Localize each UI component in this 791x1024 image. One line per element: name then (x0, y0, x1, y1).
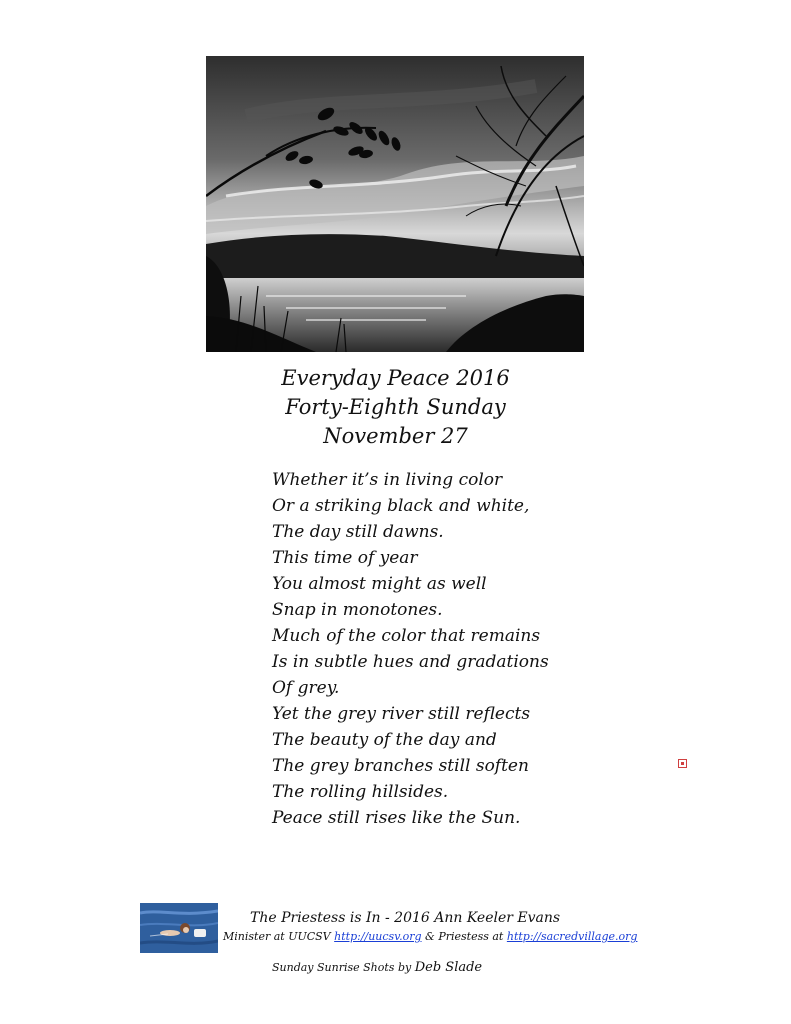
annotation-marker-icon[interactable] (678, 759, 687, 768)
poem-line: You almost might as well (272, 574, 487, 594)
footer-affiliations (223, 930, 637, 943)
footer-title: The Priestess is In - 2016 Ann Keeler Evans (250, 910, 561, 926)
title-block (0, 364, 791, 451)
credit-name: Deb Slade (414, 960, 483, 975)
uucsv-link[interactable]: http://uucsv.org (334, 930, 422, 943)
poem-line: Much of the color that remains (272, 626, 541, 646)
poem-line: Whether it’s in living color (272, 470, 503, 490)
sacredvillage-link[interactable]: http://sacredvillage.org (506, 930, 638, 943)
poem-line: The grey branches still soften (272, 756, 529, 776)
minister-prefix: Minister at UUCSV (223, 930, 331, 943)
poem-line: Peace still rises like the Sun. (272, 808, 521, 828)
credit-prefix: Sunday Sunrise Shots by (272, 961, 412, 974)
poem-line: The beauty of the day and (272, 730, 497, 750)
page-subtitle: Forty-Eighth Sunday (285, 395, 506, 419)
poem-line: Yet the grey river still reflects (272, 704, 531, 724)
photo-credit (272, 960, 482, 975)
poem-line: The rolling hillsides. (272, 782, 449, 802)
page-date: November 27 (323, 424, 468, 448)
poem-line: Or a striking black and white, (272, 496, 530, 516)
poem-line: This time of year (272, 548, 418, 568)
poem-line: The day still dawns. (272, 522, 444, 542)
poem-line: Of grey. (272, 678, 340, 698)
swimmer-thumbnail (140, 903, 218, 953)
poem-line: Snap in monotones. (272, 600, 443, 620)
priestess-prefix: & Priestess at (425, 930, 504, 943)
poem-line: Is in subtle hues and gradations (272, 652, 549, 672)
poem (272, 467, 549, 831)
page-title: Everyday Peace 2016 (281, 366, 510, 390)
sunrise-river-photo (206, 56, 584, 352)
